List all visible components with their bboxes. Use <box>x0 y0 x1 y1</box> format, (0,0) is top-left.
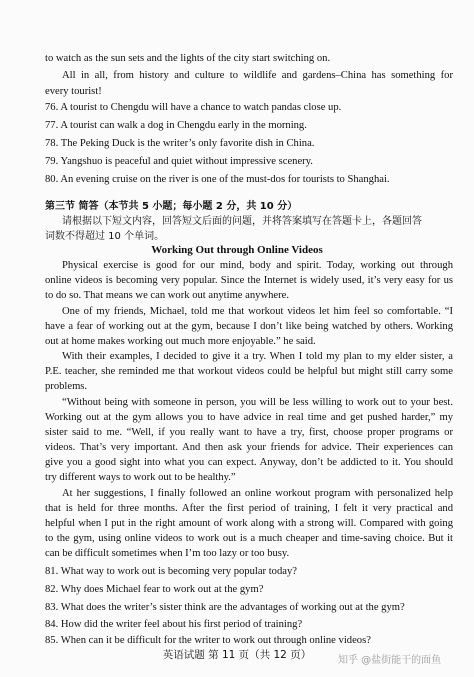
article-line: At her suggestions, I finally followed an online workout program with personalized help <box>62 488 453 499</box>
question-item <box>45 618 453 631</box>
question-text: Why does Michael fear to work out at the gym? <box>60 584 264 595</box>
question-item <box>45 119 453 132</box>
article-line: P.E. teacher, she reminded me that workout videos could be helpful but might still carry some <box>45 366 453 377</box>
question-number: 84. <box>45 619 59 630</box>
question-text: A tourist to Chengdu will have a chance to watch pandas close up. <box>60 102 342 113</box>
paragraph-line: every tourist! <box>45 86 102 97</box>
paragraph-line: All in all, from history and culture to wildlife and gardens–China has something for <box>62 70 453 81</box>
question-number: 78. <box>45 138 59 149</box>
question-text: A tourist can walk a dog in Chengdu early in the morning. <box>60 120 307 131</box>
question-item <box>45 137 453 150</box>
article-line: give you a good sight into what you can expect. Anyway, don’t be addicted to it. You should <box>45 457 453 468</box>
article-line: videos. That’s very important. And then ask your friends for advice. Their experiences can <box>45 442 453 453</box>
question-number: 82. <box>45 584 59 595</box>
question-number: 77. <box>45 120 59 131</box>
question-text: What does the writer’s sister think are the advantages of working out at the gym? <box>60 602 405 613</box>
question-number: 81. <box>45 566 59 577</box>
article-line: try different ways to work out to be healthy.” <box>45 472 236 483</box>
article-line: can be difficult sometimes when I’m too lazy or too busy. <box>45 548 290 559</box>
section-heading: 第三节 简答（本节共 5 小题；每小题 2 分，共 10 分） <box>45 201 298 212</box>
article-line: “Without being with someone in person, you will be less willing to work out to your best. <box>62 397 453 408</box>
question-number: 76. <box>45 102 59 113</box>
paragraph-line: to watch as the sun sets and the lights of the city start switching on. <box>45 53 331 64</box>
question-item <box>45 565 453 578</box>
article-line: have a fear of working out at the gym, because I don’t like being watched by others. Working <box>45 321 453 332</box>
article-line: sister said to me. “Well, if you really want to have a try, first, choose proper programs or <box>45 427 453 438</box>
article-line: to the gym, using online videos to work out is a much cheaper and time-saving choice. But it <box>45 533 453 544</box>
question-text: Yangshuo is peaceful and quiet without impressive scenery. <box>60 156 313 167</box>
question-number: 79. <box>45 156 59 167</box>
article-line: Working out at the gym allows you to have advice in real time and get pushed harder,” my <box>45 412 453 423</box>
article-line: that is held for three months. After the first period of training, I felt it very practical and <box>45 503 453 514</box>
question-text: An evening cruise on the river is one of the must-dos for tourists to Shanghai. <box>60 174 390 185</box>
article-line: problems. <box>45 381 88 392</box>
article-line: helpful when I put in the right amount of work along with a strong will. Compared with going <box>45 518 453 529</box>
question-number: 83. <box>45 602 59 613</box>
instruction-line: 词数不得超过 10 个单词。 <box>45 231 165 242</box>
article-line: to do so. That means we can work out anytime anywhere. <box>45 290 289 301</box>
article-line: Physical exercise is good for our mind, body and spirit. Today, working out through <box>62 260 453 271</box>
watermark: 知乎 @盐街能干的面鱼 <box>338 655 442 666</box>
question-text: How did the writer feel about his first period of training? <box>60 619 303 630</box>
question-number: 80. <box>45 174 59 185</box>
instruction-line: 请根据以下短文内容，回答短文后面的问题，并将答案填写在答题卡上，各题回答 <box>62 216 422 227</box>
question-number: 85. <box>45 635 59 646</box>
question-item <box>45 101 453 114</box>
article-line: online videos is becoming very popular. Since the Internet is widely used, it’s very easy for us <box>45 275 453 286</box>
question-item <box>45 634 453 647</box>
page-footer: 英语试题 第 11 页（共 12 页） <box>162 649 312 661</box>
question-item <box>45 601 453 614</box>
article-line: With their examples, I decided to give it a try. When I told my plan to my elder sister, a <box>62 351 453 362</box>
question-text: When can it be difficult for the writer to work out through online videos? <box>60 635 371 646</box>
article-line: out at home makes working out much more enjoyable.” he said. <box>45 336 316 347</box>
article-line: One of my friends, Michael, told me that workout videos let him feel so comfortable. “I <box>62 306 453 317</box>
question-text: What way to work out is becoming very popular today? <box>60 566 297 577</box>
question-item <box>45 155 453 168</box>
question-item <box>45 583 453 596</box>
question-text: The Peking Duck is the writer’s only favorite dish in China. <box>60 138 315 149</box>
question-item <box>45 173 453 186</box>
article-title: Working Out through Online Videos <box>151 244 323 256</box>
